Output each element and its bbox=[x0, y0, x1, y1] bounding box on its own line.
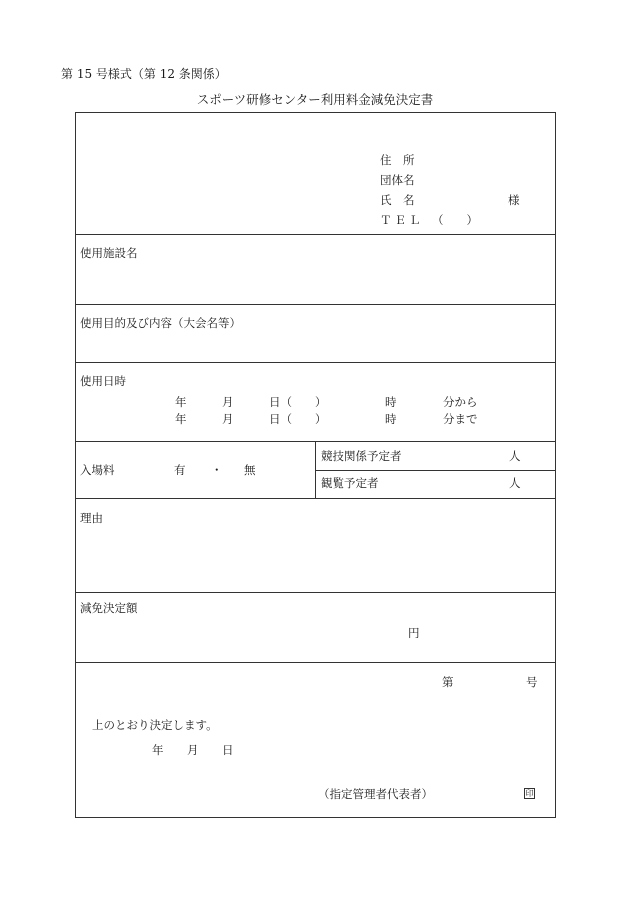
admission-yes: 有 bbox=[174, 463, 186, 477]
decision-statement: 上のとおり決定します。 bbox=[92, 718, 218, 732]
decision-day: 日 bbox=[222, 743, 234, 757]
start-hour: 時 bbox=[385, 395, 397, 409]
group-name-label: 団体名 bbox=[380, 173, 415, 187]
form-number: 第 15 号様式（第 12 条関係） bbox=[61, 67, 227, 81]
start-day: 日（ ） bbox=[269, 395, 327, 409]
spectators-unit: 人 bbox=[509, 476, 521, 490]
admission-label: 入場料 bbox=[80, 463, 115, 477]
address-label: 住 所 bbox=[380, 153, 415, 167]
spectators-label: 観覧予定者 bbox=[321, 476, 379, 490]
signer-label: （指定管理者代表者） bbox=[318, 787, 433, 801]
end-month: 月 bbox=[222, 412, 234, 426]
seal-mark: 印 bbox=[525, 789, 534, 798]
reason-label: 理由 bbox=[80, 511, 103, 525]
start-minute: 分から bbox=[443, 395, 478, 409]
datetime-label: 使用日時 bbox=[80, 374, 126, 388]
end-hour: 時 bbox=[385, 412, 397, 426]
number-suffix: 号 bbox=[526, 675, 538, 689]
end-day: 日（ ） bbox=[269, 412, 327, 426]
divider bbox=[75, 362, 556, 363]
tel-label: ＴＥＬ bbox=[380, 213, 424, 227]
name-label: 氏 名 bbox=[380, 193, 415, 207]
yen-unit: 円 bbox=[408, 626, 420, 640]
reduction-label: 減免決定額 bbox=[80, 601, 138, 615]
end-year: 年 bbox=[175, 412, 187, 426]
facility-label: 使用施設名 bbox=[80, 246, 138, 260]
decision-year: 年 bbox=[152, 743, 164, 757]
divider bbox=[75, 304, 556, 305]
admission-separator: ・ bbox=[211, 463, 223, 477]
number-prefix: 第 bbox=[442, 675, 454, 689]
divider bbox=[75, 662, 556, 663]
end-minute: 分まで bbox=[443, 412, 478, 426]
start-month: 月 bbox=[222, 395, 234, 409]
admission-no: 無 bbox=[244, 463, 256, 477]
decision-month: 月 bbox=[187, 743, 199, 757]
competitors-unit: 人 bbox=[509, 449, 521, 463]
purpose-label: 使用目的及び内容（大会名等） bbox=[80, 316, 241, 330]
divider bbox=[75, 498, 556, 499]
attendance-divider bbox=[315, 470, 556, 471]
start-year: 年 bbox=[175, 395, 187, 409]
divider bbox=[75, 592, 556, 593]
tel-parens: （ ） bbox=[432, 213, 478, 227]
honorific: 様 bbox=[508, 193, 520, 207]
divider bbox=[75, 234, 556, 235]
competitors-label: 競技関係予定者 bbox=[321, 449, 402, 463]
document-title: スポーツ研修センター利用料金減免決定書 bbox=[196, 92, 434, 107]
